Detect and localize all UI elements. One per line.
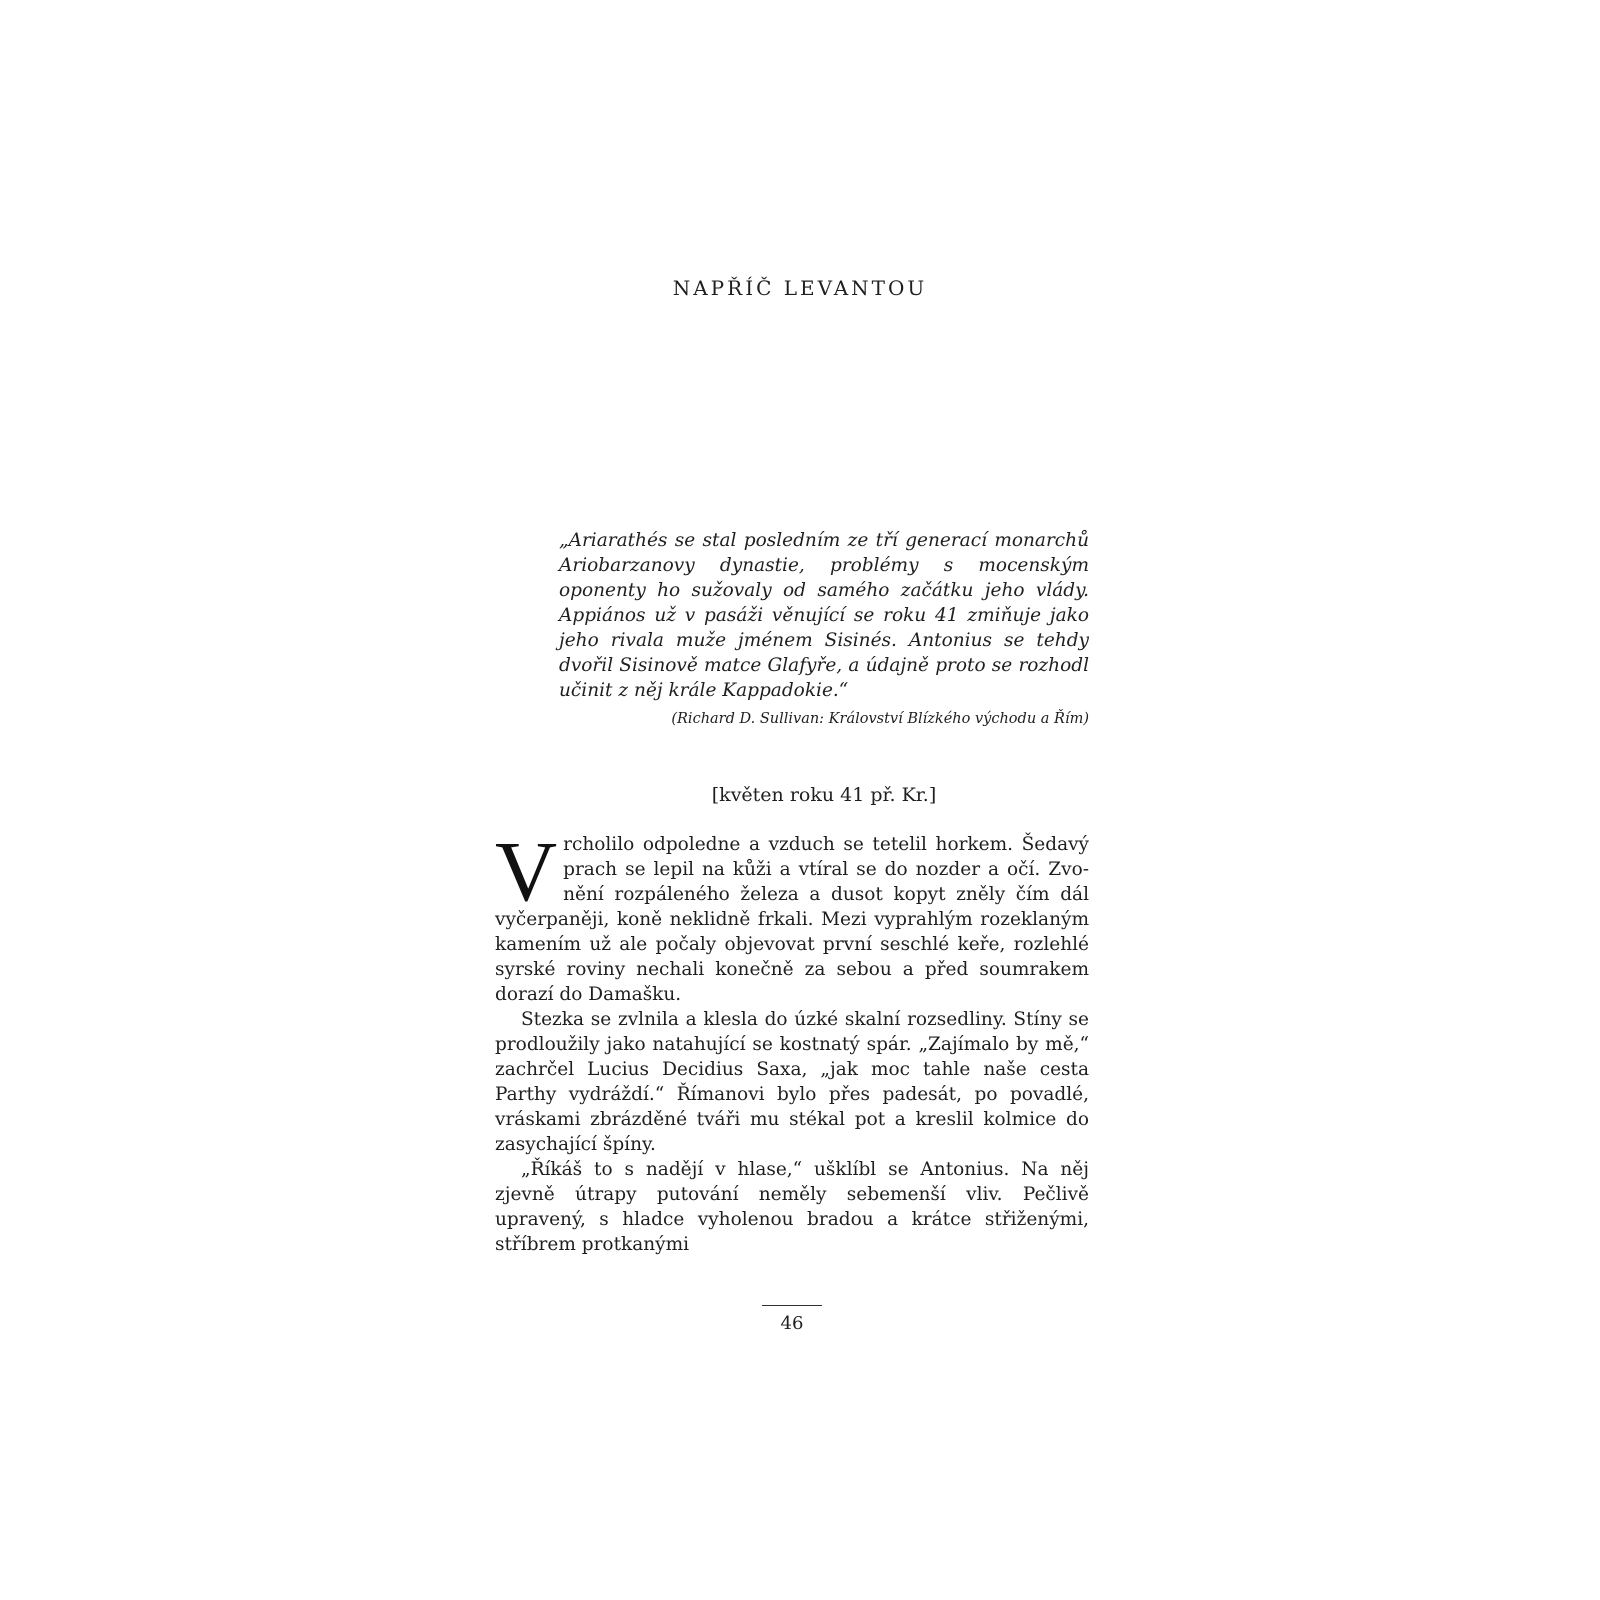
body-paragraph-1 (495, 823, 1089, 1007)
epigraph-quote: „Ariarathés se stal posledním ze tří generací monarchů Ariobarzanovy dynastie, problémy s mocenským oponenty ho sužovaly od samého začátku jeho vlády. Appiános už v pasáži věnující se roku 41 zmiňuje jako jeho rivala muže jménem Sisinés. Antonius se tehdy dvořil Sisinově matce Glafyře, a údajně proto se rozhodl učinit z něj krále Kappadokie.“ (559, 530, 1089, 701)
body-paragraph-3: „Říkáš to s nadějí v hlase,“ ušklíbl se Antonius. Na něj zjevně útrapy putování neměly sebemenší vliv. Pečlivě upravený, s hladce vyholenou bradou a krátce střiženými, stříbrem protkanými (495, 1159, 1089, 1255)
body-paragraph-2: Stezka se zvlnila a klesla do úzké skalní rozsedliny. Stíny se prodloužily jako natahující se kostnatý spár. „Zajímalo by mě,“ zachrčel Lucius Decidius Saxa, „jak moc tahle naše cesta Parthy vydráždí.“ Římanovi bylo přes padesát, po povadlé, vráskami zbrázděné tváři mu stékal pot a kreslil kolmice do zasychající špíny. (495, 1009, 1089, 1155)
epigraph-source: (Richard D. Sullivan: Království Blízkého východu a Řím) (671, 711, 1089, 727)
page-number: 46 (780, 1313, 804, 1334)
body-text (495, 823, 1089, 1257)
paragraph-text: rcholilo odpoledne a vzduch se tetelil horkem. Šedavý prach se lepil na kůži a vtíral se do nozder a očí. Zvonění rozpáleného železa a dusot kopyt zněly čím dál vyčerpaněji, koně neklidně frkali. Mezi vyprahlým rozeklaným kamením už ale počaly objevovat první seschlé keře, rozlehlé syrské roviny nechali konečně za sebou a před soumrakem dorazí do Damašku. (495, 834, 1089, 1005)
drop-cap: V (495, 823, 558, 919)
page-number-rule (762, 1305, 822, 1306)
date-line: [květen roku 41 př. Kr.] (711, 784, 937, 806)
chapter-title: NAPŘÍČ LEVANTOU (672, 276, 928, 300)
